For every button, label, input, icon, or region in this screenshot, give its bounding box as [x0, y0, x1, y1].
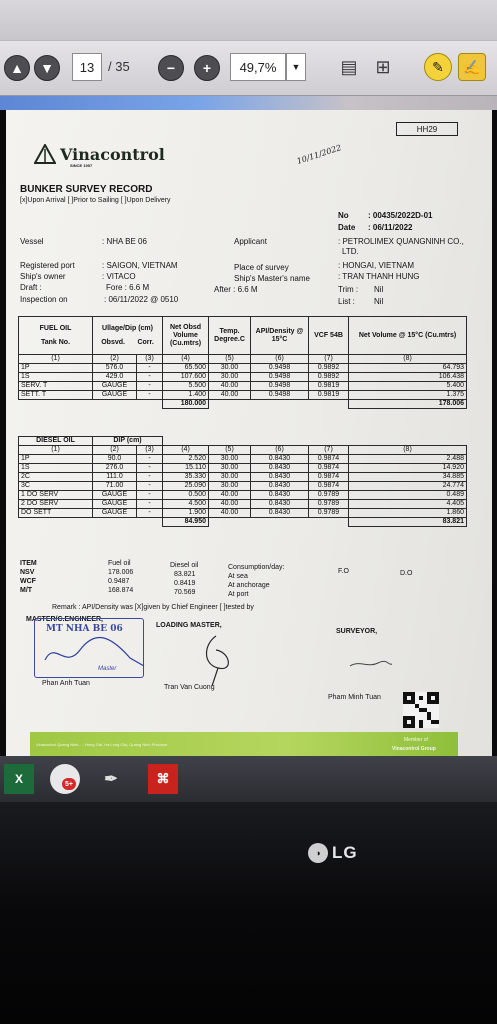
fuel-header-ullage: Ullage/Dip (cm) Obsvd. Corr.	[93, 317, 163, 355]
table-row: 2 DO SERV GAUGE - 4.500 40.00 0.8430 0.9789 4.405	[19, 500, 467, 509]
diesel-header-dip: DIP (cm)	[93, 437, 163, 446]
zoom-out-icon[interactable]: −	[158, 55, 184, 81]
master-signature-icon	[40, 630, 150, 674]
summary-do-label: Diesel oil	[170, 562, 199, 569]
lg-logo-icon: ◑	[308, 843, 328, 863]
footer-group: Vinacontrol Group	[392, 746, 436, 752]
date-value: : 06/11/2022	[368, 223, 413, 232]
place-label: Place of survey	[234, 263, 289, 272]
fit-page-icon[interactable]: ▤	[340, 56, 358, 77]
applicant-label: Applicant	[234, 237, 267, 246]
inspection-label: Inspection on	[20, 295, 68, 304]
surveyor-signature-icon	[348, 658, 394, 670]
diesel-total-row	[19, 518, 467, 527]
master-value: : TRAN THANH HUNG	[338, 272, 420, 281]
form-code: HH29	[396, 122, 458, 136]
zoom-in-icon[interactable]: +	[194, 55, 220, 81]
table-row: 1S 276.0 - 15.110 30.00 0.8430 0.9874 14.920	[19, 464, 467, 473]
monitor-bezel	[0, 802, 497, 1024]
footer-address: Vinacontrol Quang Ninh, ... Hong Gai, Ha Long City, Quang Ninh Province	[36, 742, 168, 747]
diesel-oil-table	[18, 436, 467, 527]
page-total: / 35	[108, 59, 130, 74]
document-page	[6, 110, 492, 786]
footer-member: Member of	[404, 737, 428, 743]
reg-port-value: : SAIGON, VIETNAM	[102, 261, 178, 270]
qr-code-icon	[402, 692, 440, 728]
table-row: 1S 429.0 - 107.600 30.00 0.9498 0.9892 106.438	[19, 373, 467, 382]
consumption-fo: F.O	[338, 568, 349, 575]
table-row: 1P 576.0 - 65.500 30.00 0.9498 0.9892 64.793	[19, 364, 467, 373]
sig-surveyor-title: SURVEYOR,	[336, 628, 378, 635]
draft-label: Draft :	[20, 283, 42, 292]
fuel-total-obs: 180.000	[163, 400, 209, 409]
no-label: No	[338, 211, 349, 220]
stamp-sub: Master	[98, 666, 117, 672]
table-row: DO SETT GAUGE - 1.900 40.00 0.8430 0.9789 1.860	[19, 509, 467, 518]
table-row: SETT. T GAUGE - 1.400 40.00 0.9498 0.9819 1.375	[19, 391, 467, 400]
consumption-port: At port	[228, 591, 249, 598]
master-label: Ship's Master's name	[234, 274, 310, 283]
sign-icon[interactable]: ✍	[458, 53, 486, 81]
diesel-total-obs: 84.950	[163, 518, 209, 527]
no-value: : 00435/2022D-01	[368, 211, 433, 220]
monitor-logo	[308, 843, 358, 863]
table-row: 3C 71.00 - 25.090 30.00 0.8430 0.9874 24.774	[19, 482, 467, 491]
summary-do-wcf: 0.8419	[174, 580, 196, 587]
table-row: SERV. T GAUGE - 5.500 40.00 0.9498 0.9819 5.400	[19, 382, 467, 391]
arrow-up-icon[interactable]: ▲	[4, 55, 30, 81]
page-number-input[interactable]: 13	[72, 53, 102, 81]
window-top-strip	[0, 0, 497, 40]
consumption-anchor: At anchorage	[228, 582, 270, 589]
stamp-text: MT NHA BE 06	[46, 624, 123, 634]
fuel-total-net: 178.006	[349, 400, 467, 409]
excel-icon[interactable]: X	[4, 764, 34, 794]
fuel-header-api: API/Density @ 15°C	[251, 317, 309, 355]
draft-fore: Fore : 6.6 M	[106, 283, 150, 292]
fuel-header-tank: FUEL OIL Tank No.	[19, 317, 93, 355]
fuel-header-net-obs: Net Obsd Volume (Cu.mtrs)	[163, 317, 209, 355]
owner-value: : VITACO	[102, 272, 136, 281]
pdf-viewer-header-strip	[0, 96, 497, 110]
fuel-oil-table	[18, 316, 467, 409]
date-label: Date	[338, 223, 356, 232]
consumption-do: D.O	[400, 570, 413, 577]
diesel-header-row	[19, 437, 467, 446]
diesel-colnum-row: (1) (2) (3) (4) (5) (6) (7) (8)	[19, 446, 467, 455]
draft-after: After : 6.6 M	[214, 285, 258, 294]
table-row: 1P 90.0 - 2.520 30.00 0.8430 0.9874 2.488	[19, 455, 467, 464]
vessel-value: : NHA BE 06	[102, 237, 147, 246]
pdf-toolbar	[0, 40, 497, 96]
summary-do-nsv: 83.821	[174, 571, 196, 578]
logo-emblem-icon	[34, 144, 56, 164]
chrome-icon[interactable]	[50, 764, 80, 794]
dropdown-icon[interactable]: ▼	[286, 53, 306, 81]
summary-fo-mt: 168.874	[108, 587, 134, 594]
inspection-value: : 06/11/2022 @ 0510	[104, 295, 179, 304]
trim-label: Trim :	[338, 285, 359, 294]
summary-nsv-label: NSV	[20, 569, 35, 576]
loading-master-signature-icon	[186, 630, 246, 690]
vessel-label: Vessel	[20, 237, 44, 246]
consumption-label: Consumption/day:	[228, 564, 285, 571]
logo-text: Vinacontrol	[60, 144, 165, 164]
list-value: Nil	[374, 297, 384, 306]
arrow-down-icon[interactable]: ▼	[34, 55, 60, 81]
fuel-colnum-row: (1) (2) (3) (4) (5) (6) (7) (8)	[19, 355, 467, 364]
sig-surveyor-name: Pham Minh Tuan	[328, 694, 381, 701]
pdf-reader-icon[interactable]: ⌘	[148, 764, 178, 794]
summary-fo-wcf: 0.9487	[108, 578, 130, 585]
applicant-value: : PETROLIMEX QUANGNINH CO.,	[338, 237, 464, 246]
handwritten-note: 10/11/2022	[295, 143, 343, 166]
fuel-total-row	[19, 400, 467, 409]
summary-do-mt: 70.569	[174, 589, 196, 596]
fit-width-icon[interactable]: ⊞	[375, 56, 391, 77]
summary-item-label: ITEM	[20, 560, 37, 567]
list-label: List :	[338, 297, 355, 306]
logo-since: SINCE 1957	[70, 163, 93, 168]
sig-loading-name: Tran Van Cuong	[164, 684, 215, 691]
survey-options: [x]Upon Arrival [ ]Prior to Sailing [ ]Upon Delivery	[20, 197, 171, 204]
fuel-header-temp: Temp. Degree.C	[209, 317, 251, 355]
comment-icon[interactable]: ✎	[424, 53, 452, 81]
fuel-header-net-vol: Net Volume @ 15°C (Cu.mtrs)	[349, 317, 467, 355]
diesel-header-tank: DIESEL OIL	[19, 437, 93, 446]
doc-title: BUNKER SURVEY RECORD	[20, 184, 153, 195]
place-value: : HONGAI, VIETNAM	[338, 261, 415, 270]
company-logo	[34, 144, 165, 164]
sig-master-name: Phan Anh Tuan	[42, 680, 90, 687]
diesel-total-net: 83.821	[349, 518, 467, 527]
fuel-header-vcf: VCF 54B	[309, 317, 349, 355]
owner-label: Ship's owner	[20, 272, 66, 281]
remark: Remark : API/Density was [X]given by Chief Engineer [ ]tested by	[52, 604, 254, 611]
sig-loading-title: LOADING MASTER,	[156, 622, 222, 629]
table-row: 2C 111.0 - 35.330 30.00 0.8430 0.9874 34.885	[19, 473, 467, 482]
monitor-brand: LG	[332, 843, 358, 862]
reg-port-label: Registered port	[20, 261, 75, 270]
sig-master-title: MASTER/C.ENGINEER,	[26, 616, 104, 623]
applicant-value-2: LTD.	[342, 247, 359, 256]
consumption-sea: At sea	[228, 573, 248, 580]
file-manager-icon[interactable]: ✒	[104, 771, 118, 788]
notification-badge: 5+	[62, 778, 76, 790]
taskbar	[0, 756, 497, 802]
zoom-input[interactable]: 49,7%	[230, 53, 286, 81]
summary-fo-nsv: 178.006	[108, 569, 134, 576]
trim-value: Nil	[374, 285, 384, 294]
summary-fo-label: Fuel oil	[108, 560, 131, 567]
summary-wcf-label: WCF	[20, 578, 36, 585]
summary-mt-label: M/T	[20, 587, 33, 594]
table-row: 1 DO SERV GAUGE - 0.500 40.00 0.8430 0.9789 0.489	[19, 491, 467, 500]
